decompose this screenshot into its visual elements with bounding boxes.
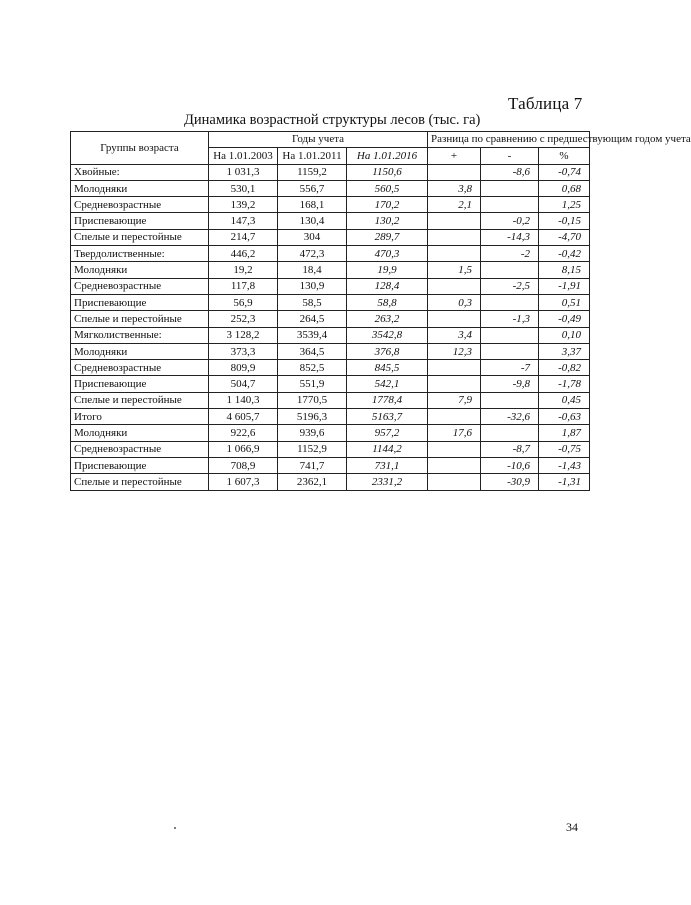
cell-percent: -0,74 <box>539 164 590 180</box>
table-row <box>71 376 590 392</box>
table-row <box>71 360 590 376</box>
cell-group-name: Приспевающие <box>71 376 209 392</box>
cell-plus <box>428 376 481 392</box>
cell-percent: -0,63 <box>539 409 590 425</box>
cell-percent: -1,78 <box>539 376 590 392</box>
cell-plus <box>428 457 481 473</box>
cell-2016: 58,8 <box>347 294 428 310</box>
cell-group-name: Приспевающие <box>71 294 209 310</box>
cell-plus <box>428 164 481 180</box>
cell-2003: 530,1 <box>209 180 278 196</box>
cell-minus <box>481 294 539 310</box>
cell-minus: -2 <box>481 246 539 262</box>
cell-2003: 922,6 <box>209 425 278 441</box>
header-year-2016: На 1.01.2016 <box>347 148 428 164</box>
cell-2003: 1 607,3 <box>209 474 278 490</box>
cell-2003: 117,8 <box>209 278 278 294</box>
table-row <box>71 327 590 343</box>
table-row <box>71 311 590 327</box>
cell-2011: 852,5 <box>278 360 347 376</box>
cell-percent: 0,51 <box>539 294 590 310</box>
table-row <box>71 180 590 196</box>
cell-plus: 12,3 <box>428 343 481 359</box>
cell-2016: 542,1 <box>347 376 428 392</box>
cell-2011: 130,4 <box>278 213 347 229</box>
cell-2016: 376,8 <box>347 343 428 359</box>
cell-2003: 147,3 <box>209 213 278 229</box>
cell-percent: 3,37 <box>539 343 590 359</box>
cell-2011: 5196,3 <box>278 409 347 425</box>
cell-2016: 560,5 <box>347 180 428 196</box>
cell-2003: 4 605,7 <box>209 409 278 425</box>
table-row <box>71 246 590 262</box>
cell-2003: 214,7 <box>209 229 278 245</box>
cell-percent: 0,68 <box>539 180 590 196</box>
cell-2011: 1770,5 <box>278 392 347 408</box>
table-row <box>71 278 590 294</box>
header-years: Годы учета <box>209 132 428 148</box>
table-row <box>71 409 590 425</box>
cell-2011: 551,9 <box>278 376 347 392</box>
cell-2011: 1152,9 <box>278 441 347 457</box>
table-row <box>71 197 590 213</box>
cell-percent: -0,82 <box>539 360 590 376</box>
cell-2003: 19,2 <box>209 262 278 278</box>
header-group: Группы возраста <box>71 132 209 165</box>
cell-percent: -1,91 <box>539 278 590 294</box>
cell-minus: -8,7 <box>481 441 539 457</box>
cell-2016: 1778,4 <box>347 392 428 408</box>
cell-percent: 0,45 <box>539 392 590 408</box>
cell-group-name: Средневозрастные <box>71 441 209 457</box>
cell-2011: 3539,4 <box>278 327 347 343</box>
table-row <box>71 441 590 457</box>
cell-2016: 263,2 <box>347 311 428 327</box>
cell-group-name: Хвойные: <box>71 164 209 180</box>
table-row <box>71 294 590 310</box>
cell-group-name: Молодняки <box>71 262 209 278</box>
cell-percent: 1,87 <box>539 425 590 441</box>
cell-minus: -10,6 <box>481 457 539 473</box>
cell-percent: -0,42 <box>539 246 590 262</box>
table-row <box>71 343 590 359</box>
cell-minus: -7 <box>481 360 539 376</box>
cell-plus: 3,4 <box>428 327 481 343</box>
cell-2003: 1 140,3 <box>209 392 278 408</box>
cell-plus <box>428 360 481 376</box>
cell-minus <box>481 180 539 196</box>
cell-percent: -4,70 <box>539 229 590 245</box>
cell-2011: 1159,2 <box>278 164 347 180</box>
table-row <box>71 229 590 245</box>
cell-2016: 731,1 <box>347 457 428 473</box>
cell-percent: 8,15 <box>539 262 590 278</box>
cell-group-name: Спелые и перестойные <box>71 311 209 327</box>
page-number: 34 <box>566 820 578 834</box>
cell-2016: 170,2 <box>347 197 428 213</box>
cell-group-name: Итого <box>71 409 209 425</box>
age-structure-table <box>70 131 691 491</box>
cell-minus <box>481 425 539 441</box>
cell-minus: -9,8 <box>481 376 539 392</box>
table-caption: Динамика возрастной структуры лесов (тыс. га) <box>184 112 481 128</box>
cell-2016: 19,9 <box>347 262 428 278</box>
cell-minus: -2,5 <box>481 278 539 294</box>
cell-2003: 252,3 <box>209 311 278 327</box>
table-row <box>71 474 590 490</box>
cell-group-name: Средневозрастные <box>71 197 209 213</box>
cell-group-name: Средневозрастные <box>71 278 209 294</box>
cell-2011: 556,7 <box>278 180 347 196</box>
cell-group-name: Приспевающие <box>71 457 209 473</box>
cell-plus <box>428 213 481 229</box>
cell-2011: 304 <box>278 229 347 245</box>
cell-minus: -32,6 <box>481 409 539 425</box>
header-minus: - <box>481 148 539 164</box>
cell-minus <box>481 327 539 343</box>
cell-percent: 0,10 <box>539 327 590 343</box>
cell-minus: -8,6 <box>481 164 539 180</box>
cell-2003: 3 128,2 <box>209 327 278 343</box>
cell-2016: 130,2 <box>347 213 428 229</box>
cell-percent: -0,49 <box>539 311 590 327</box>
cell-2016: 2331,2 <box>347 474 428 490</box>
cell-2011: 264,5 <box>278 311 347 327</box>
table-number: Таблица 7 <box>508 94 583 113</box>
cell-minus <box>481 262 539 278</box>
cell-2011: 168,1 <box>278 197 347 213</box>
cell-2003: 1 031,3 <box>209 164 278 180</box>
cell-2016: 1150,6 <box>347 164 428 180</box>
cell-percent: -0,75 <box>539 441 590 457</box>
header-year-2011: На 1.01.2011 <box>278 148 347 164</box>
cell-group-name: Твердолиственные: <box>71 246 209 262</box>
cell-2016: 1144,2 <box>347 441 428 457</box>
cell-minus: -0,2 <box>481 213 539 229</box>
cell-2011: 364,5 <box>278 343 347 359</box>
cell-group-name: Молодняки <box>71 425 209 441</box>
cell-minus: -1,3 <box>481 311 539 327</box>
cell-2011: 2362,1 <box>278 474 347 490</box>
header-plus: + <box>428 148 481 164</box>
cell-2011: 130,9 <box>278 278 347 294</box>
cell-2016: 845,5 <box>347 360 428 376</box>
header-year-2003: На 1.01.2003 <box>209 148 278 164</box>
table-row <box>71 164 590 180</box>
cell-2016: 289,7 <box>347 229 428 245</box>
table-row <box>71 425 590 441</box>
cell-group-name: Мягколиственные: <box>71 327 209 343</box>
cell-2011: 472,3 <box>278 246 347 262</box>
cell-group-name: Молодняки <box>71 180 209 196</box>
cell-group-name: Спелые и перестойные <box>71 229 209 245</box>
cell-minus <box>481 343 539 359</box>
cell-plus: 1,5 <box>428 262 481 278</box>
cell-group-name: Средневозрастные <box>71 360 209 376</box>
cell-minus <box>481 392 539 408</box>
cell-plus: 3,8 <box>428 180 481 196</box>
cell-group-name: Молодняки <box>71 343 209 359</box>
cell-plus <box>428 278 481 294</box>
page-dot <box>174 827 176 829</box>
header-percent: % <box>539 148 590 164</box>
cell-minus <box>481 197 539 213</box>
cell-plus: 17,6 <box>428 425 481 441</box>
cell-percent: 1,25 <box>539 197 590 213</box>
cell-plus <box>428 246 481 262</box>
table-row <box>71 262 590 278</box>
cell-group-name: Спелые и перестойные <box>71 474 209 490</box>
cell-2016: 5163,7 <box>347 409 428 425</box>
header-difference: Разница по сравнению с предшествующим годом учета <box>428 132 590 148</box>
cell-2003: 504,7 <box>209 376 278 392</box>
cell-plus: 7,9 <box>428 392 481 408</box>
cell-plus <box>428 229 481 245</box>
cell-minus: -14,3 <box>481 229 539 245</box>
cell-group-name: Спелые и перестойные <box>71 392 209 408</box>
cell-2003: 1 066,9 <box>209 441 278 457</box>
cell-group-name: Приспевающие <box>71 213 209 229</box>
table-row <box>71 392 590 408</box>
cell-percent: -1,31 <box>539 474 590 490</box>
cell-plus: 2,1 <box>428 197 481 213</box>
cell-plus <box>428 441 481 457</box>
cell-plus <box>428 474 481 490</box>
cell-2016: 3542,8 <box>347 327 428 343</box>
table-row <box>71 213 590 229</box>
cell-plus <box>428 409 481 425</box>
cell-minus: -30,9 <box>481 474 539 490</box>
cell-2003: 809,9 <box>209 360 278 376</box>
cell-2003: 708,9 <box>209 457 278 473</box>
cell-plus: 0,3 <box>428 294 481 310</box>
cell-2011: 939,6 <box>278 425 347 441</box>
cell-2003: 446,2 <box>209 246 278 262</box>
table-row <box>71 457 590 473</box>
cell-2016: 957,2 <box>347 425 428 441</box>
cell-plus <box>428 311 481 327</box>
cell-2016: 470,3 <box>347 246 428 262</box>
cell-2016: 128,4 <box>347 278 428 294</box>
cell-percent: -0,15 <box>539 213 590 229</box>
cell-2011: 58,5 <box>278 294 347 310</box>
cell-2003: 139,2 <box>209 197 278 213</box>
cell-2003: 373,3 <box>209 343 278 359</box>
cell-2011: 18,4 <box>278 262 347 278</box>
cell-2003: 56,9 <box>209 294 278 310</box>
cell-2011: 741,7 <box>278 457 347 473</box>
cell-percent: -1,43 <box>539 457 590 473</box>
